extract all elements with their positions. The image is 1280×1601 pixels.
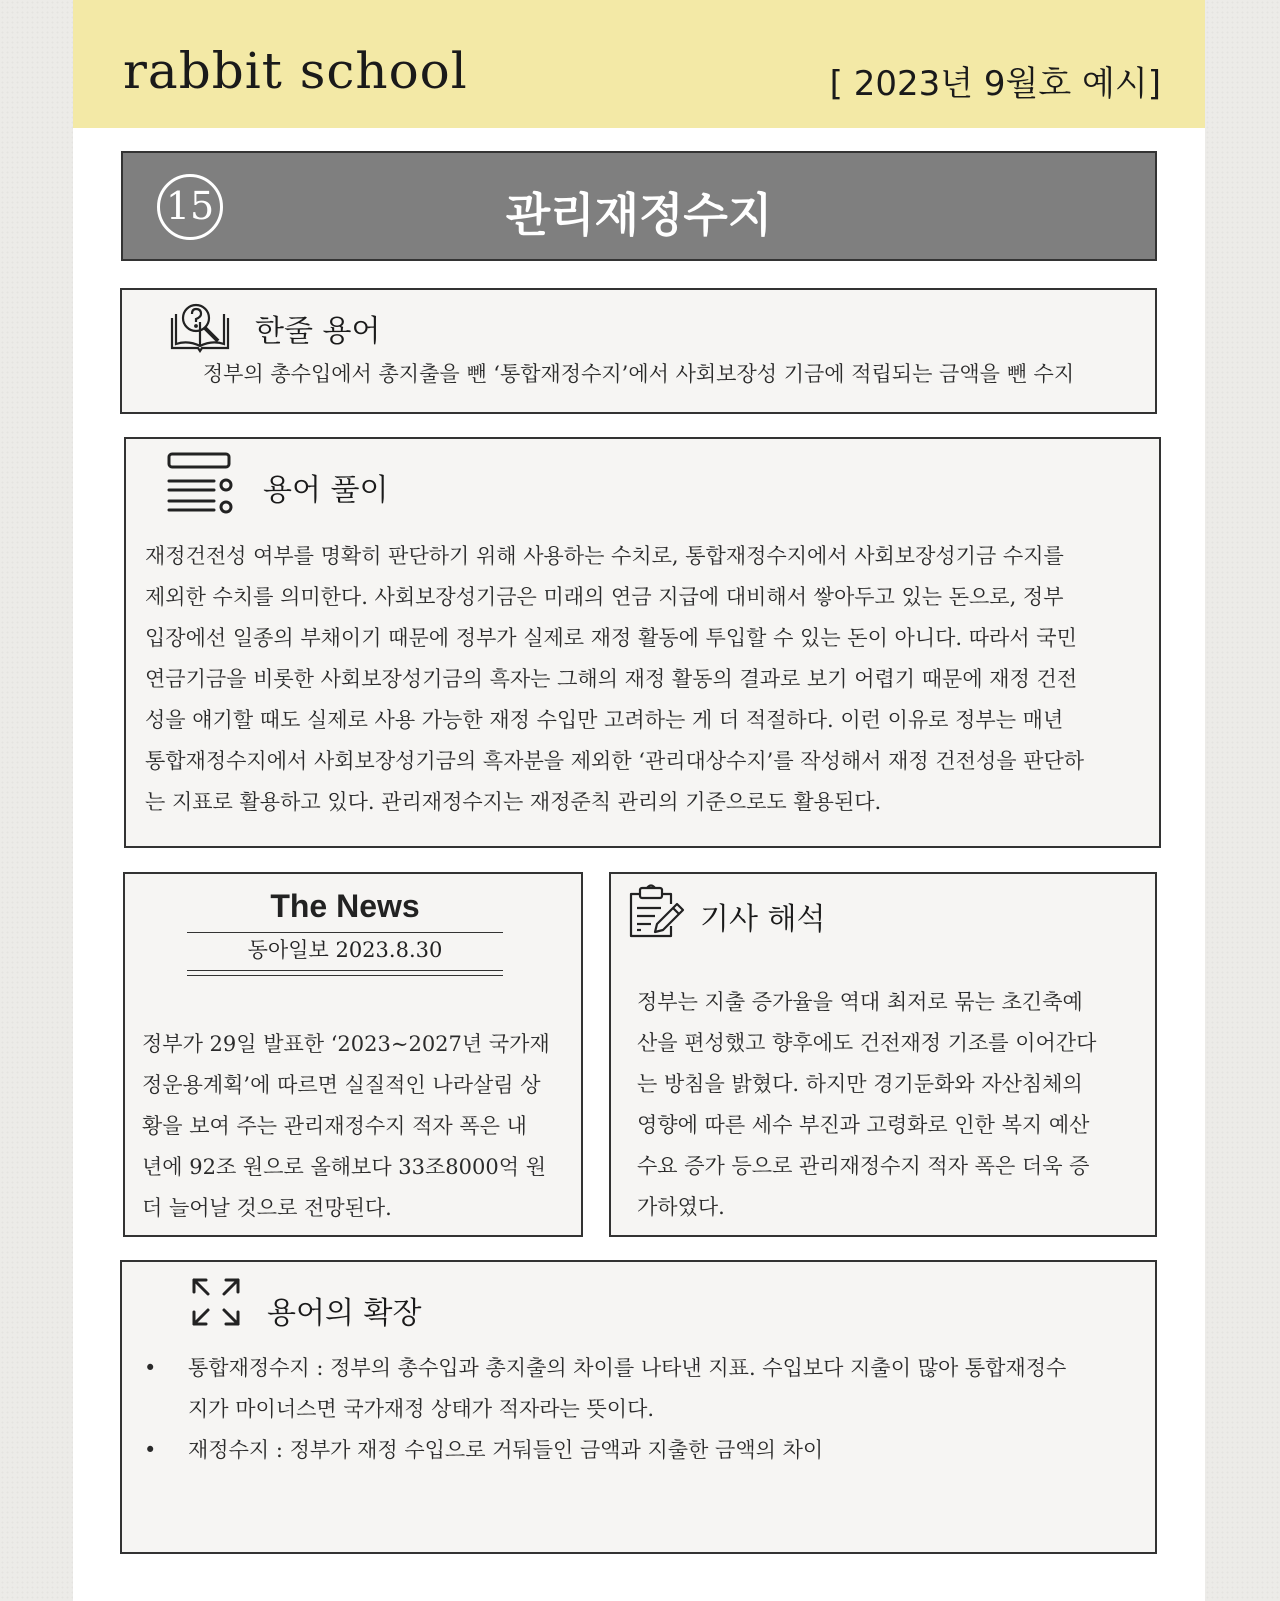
explanation-line: 연금기금을 비롯한 사회보장성기금의 흑자는 그해의 재정 활동의 결과로 보기 어렵기 때문에 재정 건전 xyxy=(145,667,1078,691)
analysis-line: 가하였다. xyxy=(637,1195,725,1219)
term-number: 15 xyxy=(157,174,223,240)
news-line: 황을 보여 주는 관리재정수지 적자 폭은 내 xyxy=(142,1114,527,1138)
one-line-text: 정부의 총수입에서 총지출을 뺀 ‘통합재정수지’에서 사회보장성 기금에 적립되는 금액을 뺀 수지 xyxy=(202,362,1075,386)
newsletter-page xyxy=(73,0,1205,1601)
analysis-box xyxy=(609,872,1157,1237)
explanation-line: 통합재정수지에서 사회보장성기금의 흑자분을 제외한 ‘관리대상수지’를 작성해서 재정 건전성을 판단하 xyxy=(145,749,1085,773)
analysis-line: 산을 편성했고 향후에도 건전재정 기조를 이어간다 xyxy=(637,1031,1097,1055)
news-line: 정부가 29일 발표한 ‘2023∼2027년 국가재 xyxy=(142,1032,550,1056)
one-line-definition-box xyxy=(120,288,1157,414)
analysis-heading: 기사 해석 xyxy=(700,902,826,937)
analysis-line: 영향에 따른 세수 부진과 고령화로 인한 복지 예산 xyxy=(637,1113,1090,1137)
explanation-heading: 용어 풀이 xyxy=(263,473,389,508)
list-icon xyxy=(166,451,234,517)
explanation-line: 는 지표로 활용하고 있다. 관리재정수지는 재정준칙 관리의 기준으로도 활용된다. xyxy=(145,790,882,814)
term-title-bar xyxy=(121,151,1157,261)
analysis-line: 는 방침을 밝혔다. 하지만 경기둔화와 자산침체의 xyxy=(637,1072,1083,1096)
explanation-line: 재정건전성 여부를 명확히 판단하기 위해 사용하는 수치로, 통합재정수지에서 사회보장성기금 수지를 xyxy=(145,544,1064,568)
extension-list xyxy=(188,1348,1148,1471)
list-item xyxy=(188,1430,1148,1471)
news-line: 정운용계획’에 따르면 실질적인 나라살림 상 xyxy=(142,1073,541,1097)
news-title: The News xyxy=(270,888,420,924)
extension-item-line: 지가 마이너스면 국가재정 상태가 적자라는 뜻이다. xyxy=(188,1397,655,1421)
news-source-rule-top xyxy=(187,970,503,971)
extension-item-line: • 통합재정수지 : 정부의 총수입과 총지출의 차이를 나타낸 지표. 수입보다 지출이 많아 통합재정수 xyxy=(188,1356,1067,1380)
analysis-line: 수요 증가 등으로 관리재정수지 적자 폭은 더욱 증 xyxy=(637,1154,1090,1178)
brand-name: rabbit school xyxy=(123,42,468,100)
explanation-text xyxy=(145,536,1155,823)
explanation-box xyxy=(124,437,1161,848)
extension-box xyxy=(120,1260,1157,1554)
extension-item-line: • 재정수지 : 정부가 재정 수입으로 거둬들인 금액과 지출한 금액의 차이 xyxy=(188,1438,824,1462)
book-question-icon xyxy=(168,300,232,354)
expand-arrows-icon xyxy=(190,1276,242,1328)
news-title-rule xyxy=(187,932,503,933)
news-source-rule-bottom xyxy=(187,975,503,976)
news-source: 동아일보 2023.8.30 xyxy=(247,938,443,962)
explanation-line: 성을 얘기할 때도 실제로 사용 가능한 재정 수입만 고려하는 게 더 적절하다. 이런 이유로 정부는 매년 xyxy=(145,708,1064,732)
analysis-line: 정부는 지출 증가율을 역대 최저로 묶는 초긴축예 xyxy=(637,990,1083,1014)
news-line: 더 늘어날 것으로 전망된다. xyxy=(142,1196,392,1220)
header xyxy=(73,0,1205,128)
explanation-line: 제외한 수치를 의미한다. 사회보장성기금은 미래의 연금 지급에 대비해서 쌓아두고 있는 돈으로, 정부 xyxy=(145,585,1064,609)
one-line-heading: 한줄 용어 xyxy=(255,314,381,349)
explanation-line: 입장에선 일종의 부채이기 때문에 정부가 실제로 재정 활동에 투입할 수 있는 돈이 아니다. 따라서 국민 xyxy=(145,626,1077,650)
analysis-text xyxy=(637,982,1147,1228)
term-title: 관리재정수지 xyxy=(505,188,773,242)
news-text xyxy=(142,1024,572,1229)
list-item xyxy=(188,1348,1148,1430)
clipboard-pen-icon xyxy=(627,882,685,940)
news-box xyxy=(123,872,583,1237)
news-line: 년에 92조 원으로 올해보다 33조8000억 원 xyxy=(142,1155,546,1179)
issue-label: [ 2023년 9월호 예시] xyxy=(829,64,1161,104)
extension-heading: 용어의 확장 xyxy=(267,1296,422,1331)
